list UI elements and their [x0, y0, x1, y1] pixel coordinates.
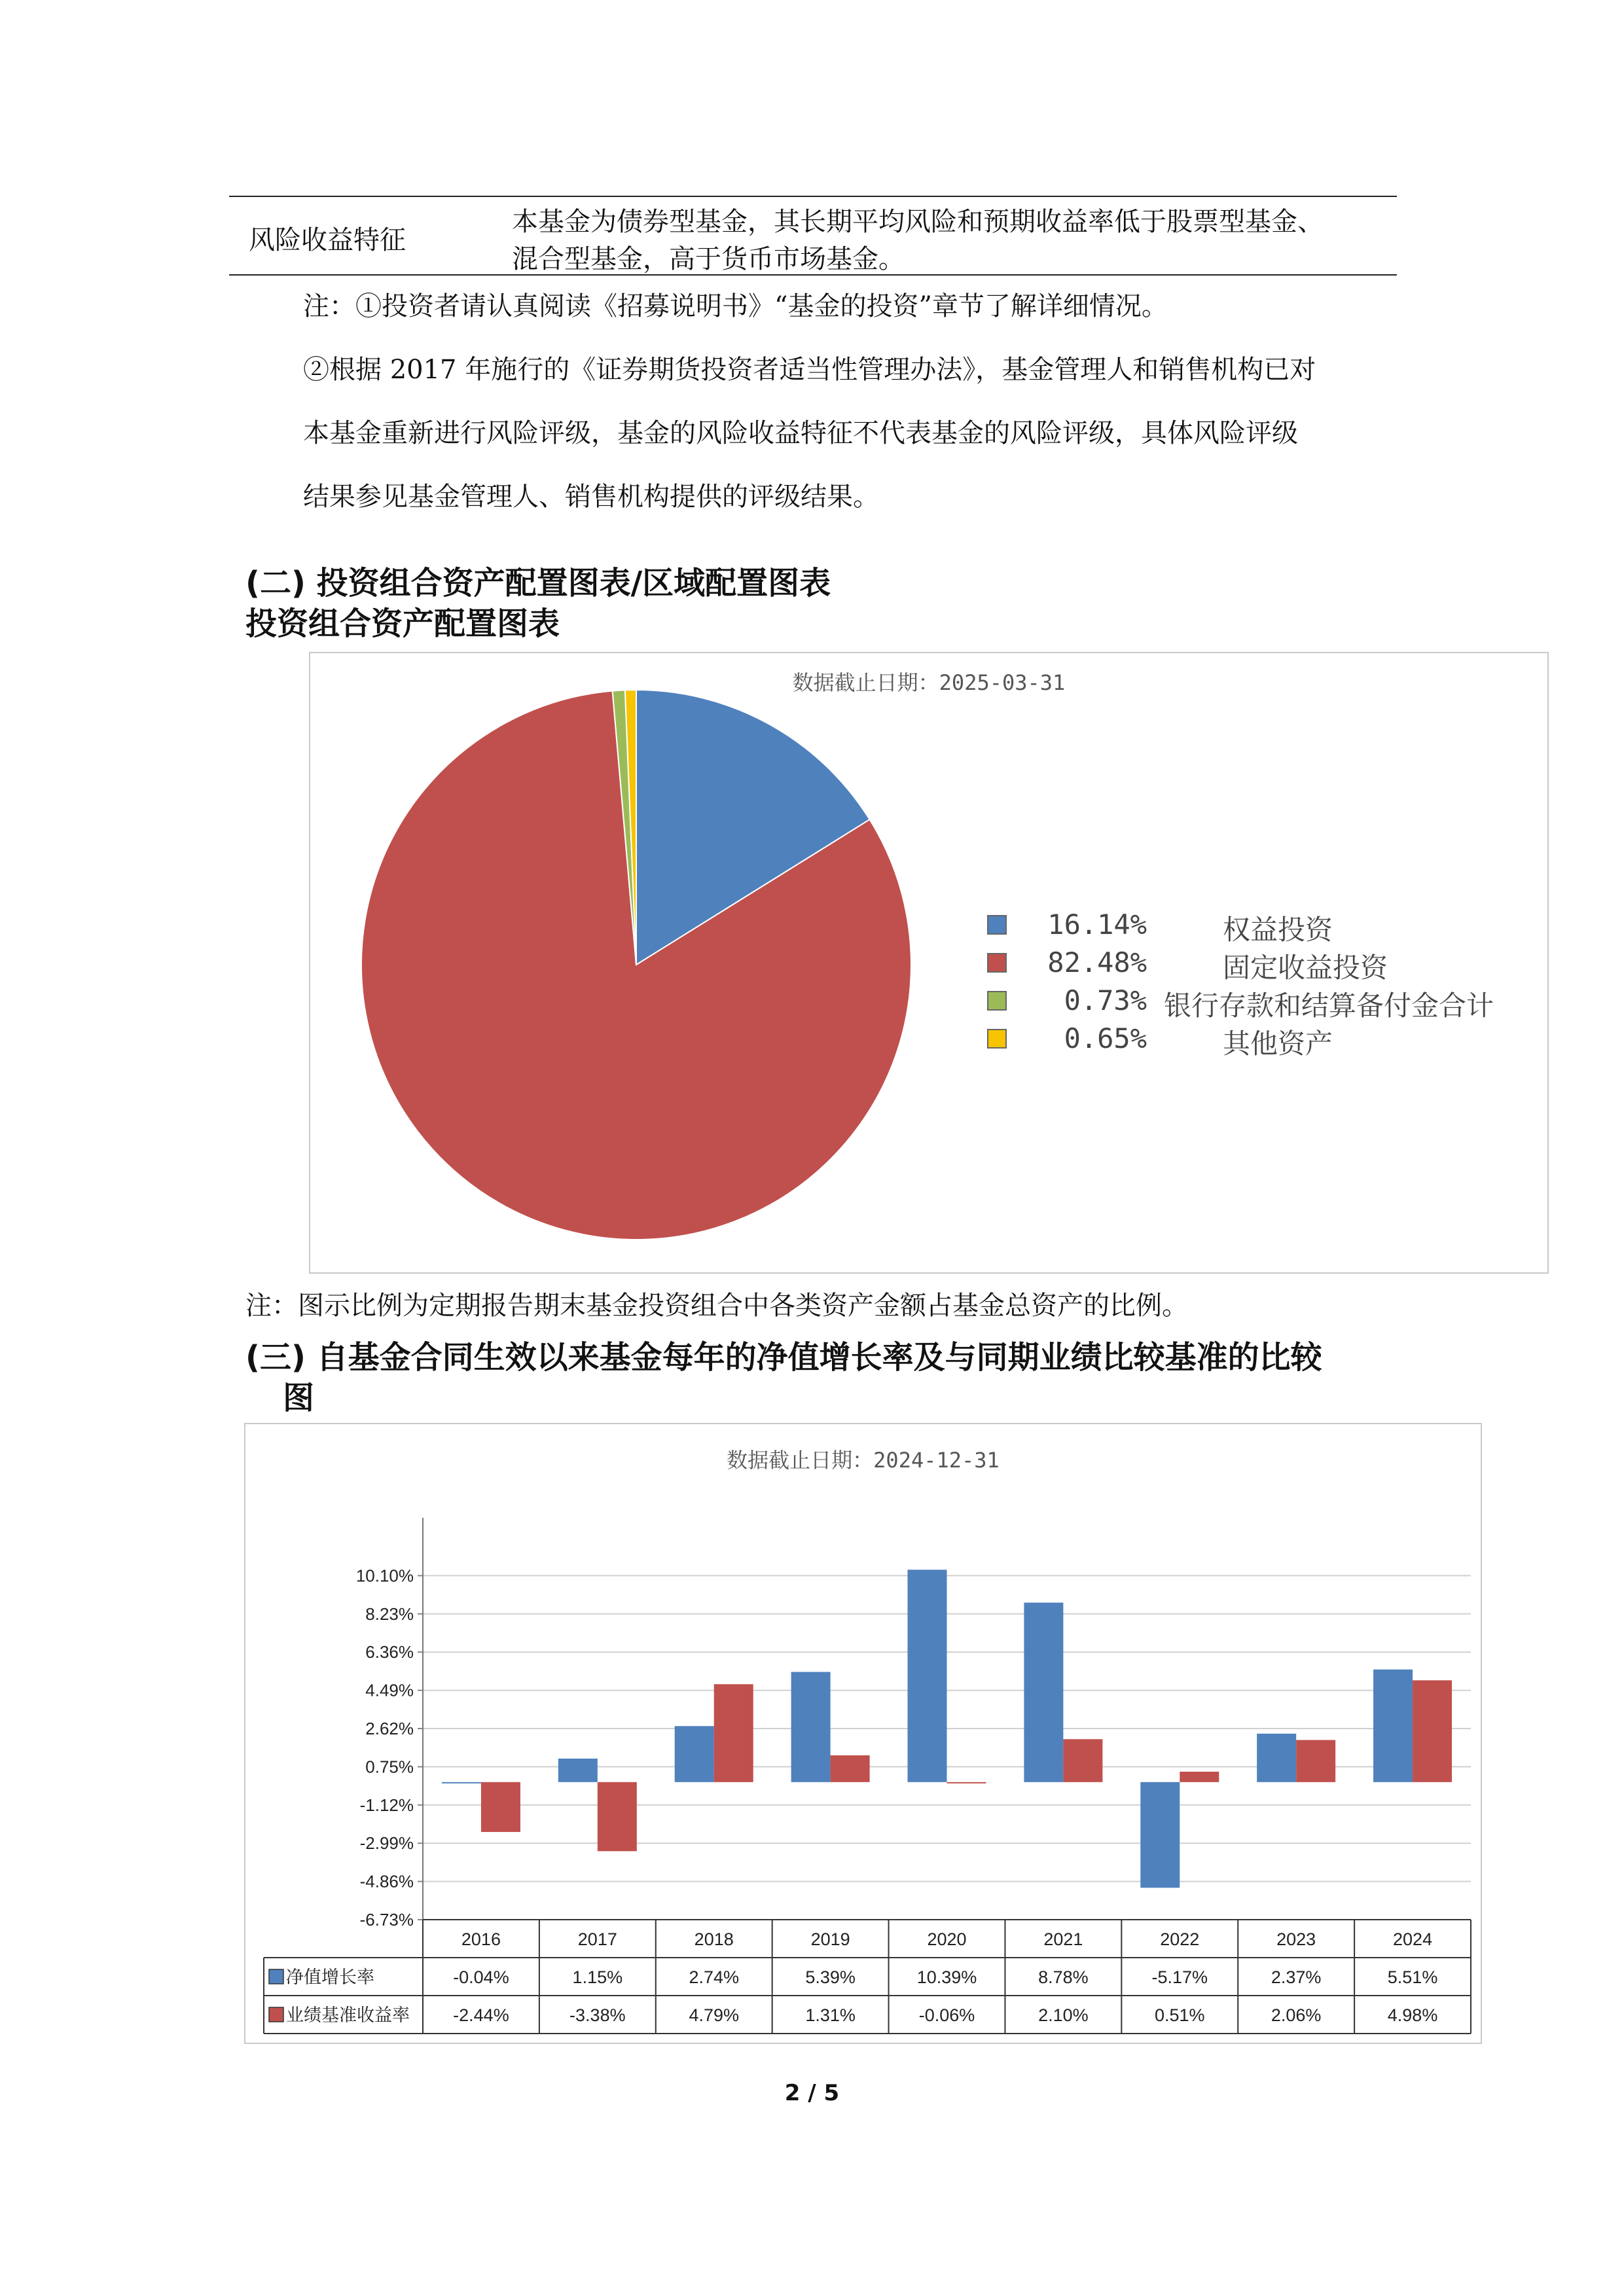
bar-nav-growth-2018 [675, 1726, 714, 1782]
data-label: -2.44% [453, 2005, 509, 2025]
x-category-label: 2018 [694, 1929, 734, 1949]
y-tick-label: 4.49% [365, 1680, 414, 1700]
bar-chart [245, 1424, 1481, 2043]
page-number: 2 / 5 [784, 2080, 840, 2106]
bar-chart-panel [244, 1423, 1482, 2044]
bar-nav-growth-2024 [1373, 1670, 1413, 1782]
data-label: 8.78% [1038, 1967, 1089, 1987]
data-label: 2.10% [1038, 2005, 1089, 2025]
legend-label-other-assets: 其他资产 [1223, 1028, 1333, 1060]
bar-benchmark-2019 [831, 1755, 870, 1782]
legend-swatch-fixed-income [987, 953, 1007, 973]
bar-nav-growth-2022 [1140, 1782, 1180, 1888]
y-tick-label: 10.10% [355, 1566, 414, 1586]
legend-label-equity: 权益投资 [1223, 914, 1333, 946]
legend-item-equity [987, 908, 1537, 945]
legend-swatch-equity [987, 915, 1007, 935]
data-label: -5.17% [1151, 1967, 1208, 1987]
note-line-3: 本基金重新进行风险评级，基金的风险收益特征不代表基金的风险评级，具体风险评级 [303, 418, 1298, 448]
bar-benchmark-2022 [1180, 1772, 1219, 1782]
x-category-label: 2016 [461, 1929, 501, 1949]
note-line-1: 注：①投资者请认真阅读《招募说明书》“基金的投资”章节了解详细情况。 [303, 291, 1168, 321]
legend-swatch-nav-growth [269, 1969, 283, 1984]
data-label: 0.51% [1154, 2005, 1205, 2025]
legend-swatch-other-assets [987, 1029, 1007, 1049]
bar-nav-growth-2017 [558, 1759, 598, 1782]
y-tick-label: -1.12% [359, 1795, 414, 1815]
y-tick-label: 6.36% [365, 1642, 414, 1662]
data-label: 1.31% [805, 2005, 856, 2025]
bar-nav-growth-2020 [908, 1570, 947, 1782]
data-label: 5.39% [805, 1967, 856, 1987]
y-tick-label: -6.73% [359, 1910, 414, 1929]
y-tick-label: 2.62% [365, 1719, 414, 1738]
note-line-2: ②根据 2017 年施行的《证券期货投资者适当性管理办法》，基金管理人和销售机构已对 [303, 355, 1316, 385]
y-tick-label: 0.75% [365, 1757, 414, 1777]
x-category-label: 2019 [810, 1929, 850, 1949]
data-label: -3.38% [569, 2005, 626, 2025]
data-label: 2.74% [689, 1967, 740, 1987]
legend-swatch-bank-deposits [987, 991, 1007, 1011]
bar-nav-growth-2016 [442, 1782, 481, 1784]
x-category-label: 2017 [577, 1929, 617, 1949]
section-2-subheading: 投资组合资产配置图表 [245, 605, 560, 642]
legend-label-benchmark: 业绩基准收益率 [286, 2005, 410, 2025]
bar-benchmark-2023 [1296, 1740, 1335, 1782]
bar-benchmark-2016 [481, 1782, 520, 1832]
section-3-heading-line-2: 图 [283, 1380, 315, 1416]
pie-chart-panel [309, 652, 1549, 1274]
section-3-heading-line-1: (三) 自基金合同生效以来基金每年的净值增长率及与同期业绩比较基准的比较 [245, 1339, 1322, 1376]
legend-label-fixed-income: 固定收益投资 [1223, 952, 1388, 984]
legend-swatch-benchmark [269, 2007, 283, 2022]
legend-label-bank-deposits: 银行存款和结算备付金合计 [1164, 990, 1494, 1022]
x-category-label: 2022 [1160, 1929, 1200, 1949]
legend-value-other-assets: 0.65% [1064, 1022, 1147, 1054]
data-label: 5.51% [1387, 1967, 1438, 1987]
legend-value-equity: 16.14% [1047, 908, 1147, 941]
y-tick-label: -4.86% [359, 1871, 414, 1892]
x-category-label: 2023 [1276, 1929, 1316, 1949]
data-label: -0.06% [918, 2005, 975, 2025]
x-category-label: 2020 [927, 1929, 967, 1949]
data-label: 10.39% [916, 1967, 977, 1987]
legend-item-other-assets [987, 1022, 1537, 1059]
x-category-label: 2024 [1393, 1929, 1433, 1949]
y-tick-label: -2.99% [359, 1833, 414, 1854]
bar-nav-growth-2023 [1257, 1734, 1296, 1782]
risk-label: 风险收益特征 [249, 225, 406, 255]
y-tick-label: 8.23% [365, 1604, 414, 1624]
data-label: 4.79% [689, 2005, 740, 2025]
data-label: 4.98% [1387, 2005, 1438, 2025]
risk-desc-line-1: 本基金为债券型基金，其长期平均风险和预期收益率低于股票型基金、 [512, 207, 1324, 237]
bar-benchmark-2017 [598, 1782, 637, 1852]
risk-description [512, 204, 1389, 278]
section-2-note: 注：图示比例为定期报告期末基金投资组合中各类资产金额占基金总资产的比例。 [245, 1291, 1188, 1321]
bar-benchmark-2021 [1063, 1739, 1102, 1782]
data-label: 1.15% [572, 1967, 623, 1987]
x-category-label: 2021 [1043, 1929, 1083, 1949]
pie-chart-date: 数据截止日期：2025-03-31 [792, 670, 1066, 695]
bar-nav-growth-2021 [1024, 1603, 1063, 1782]
data-label: 2.37% [1271, 1967, 1322, 1987]
risk-table [229, 196, 1397, 276]
legend-value-bank-deposits: 0.73% [1064, 984, 1147, 1016]
legend-item-bank-deposits [987, 984, 1537, 1021]
risk-desc-line-2: 混合型基金，高于货币市场基金。 [512, 244, 905, 274]
bar-benchmark-2020 [947, 1782, 986, 1784]
bar-benchmark-2024 [1413, 1680, 1452, 1782]
bar-chart-date: 数据截止日期：2024-12-31 [727, 1448, 1000, 1473]
legend-value-fixed-income: 82.48% [1047, 946, 1147, 978]
legend-label-nav-growth: 净值增长率 [286, 1967, 374, 1987]
bar-benchmark-2018 [714, 1684, 753, 1782]
data-label: -0.04% [453, 1967, 509, 1987]
legend-item-fixed-income [987, 946, 1537, 983]
note-line-4: 结果参见基金管理人、销售机构提供的评级结果。 [303, 482, 879, 512]
data-label: 2.06% [1271, 2005, 1322, 2025]
section-2-heading: (二) 投资组合资产配置图表/区域配置图表 [245, 565, 831, 601]
bar-nav-growth-2019 [791, 1672, 831, 1782]
